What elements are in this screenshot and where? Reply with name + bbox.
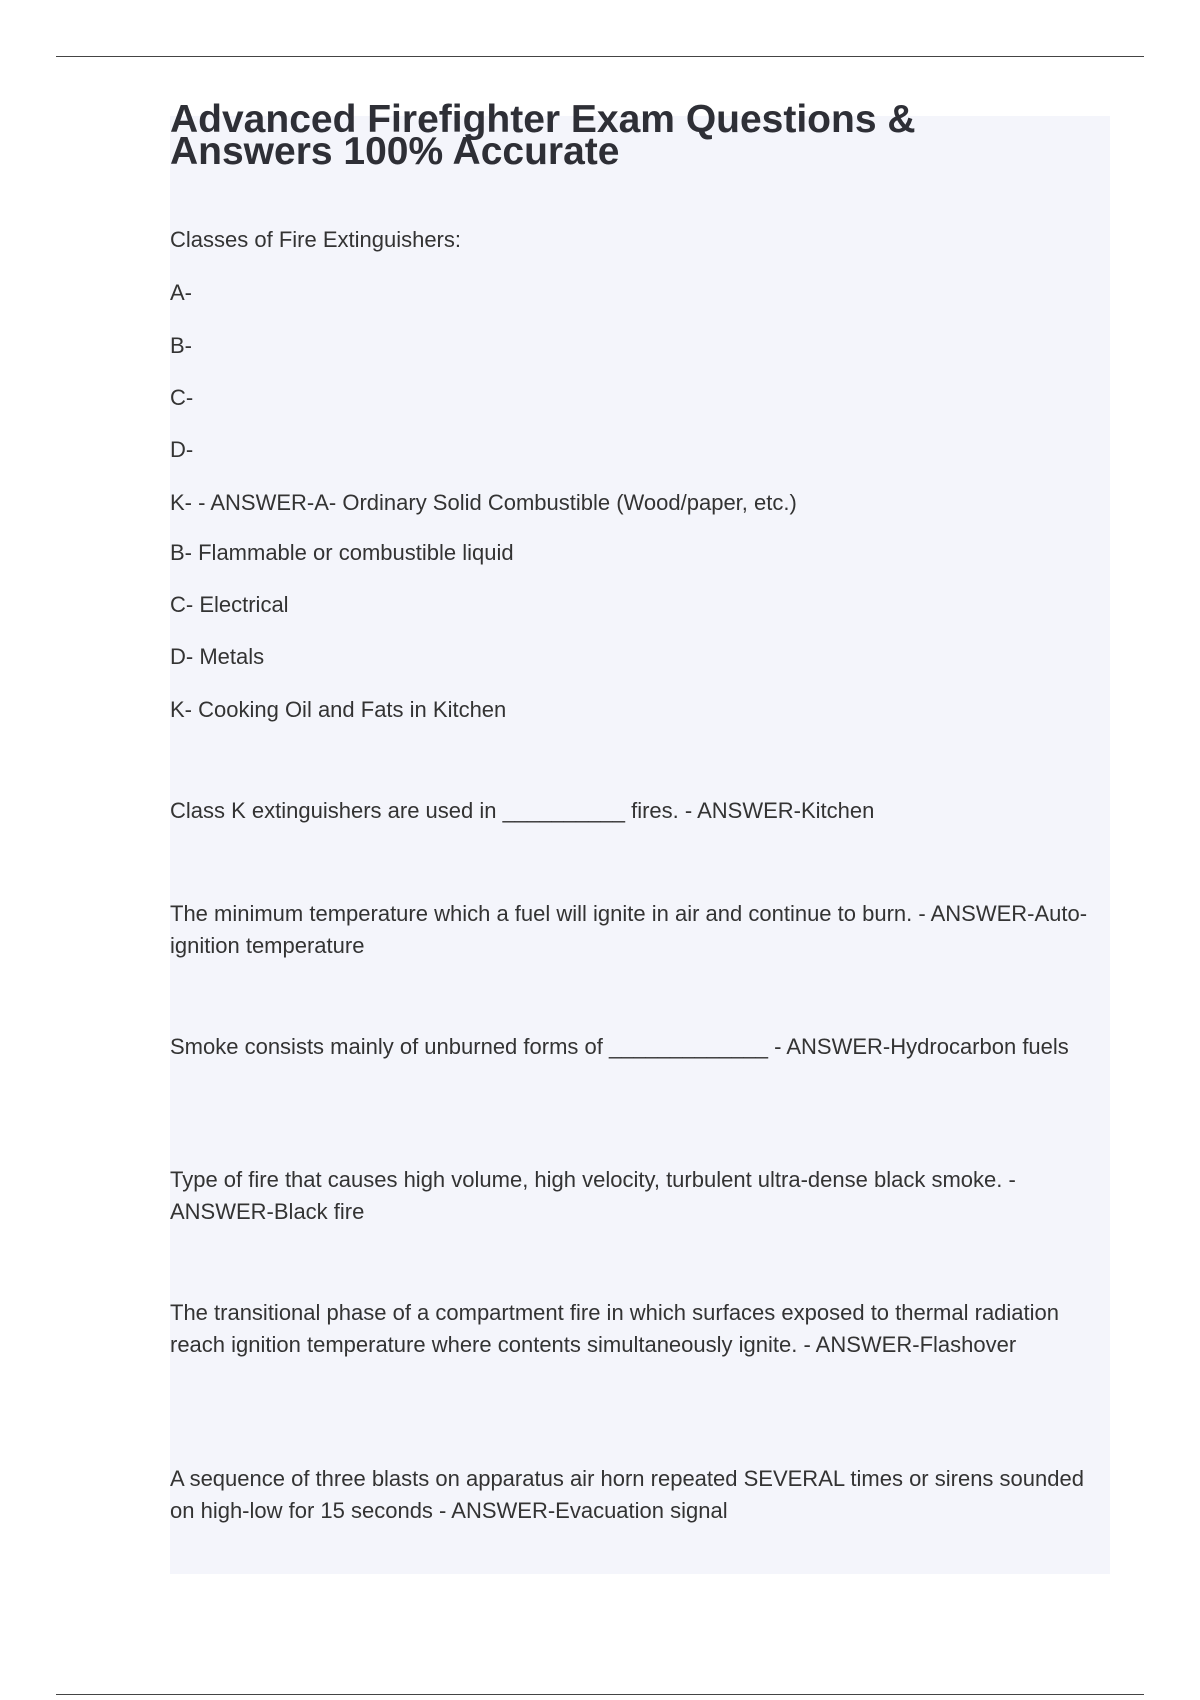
text-line: B-	[170, 333, 192, 358]
text-line: A-	[170, 280, 192, 305]
qa-item: The minimum temperature which a fuel will ignite in air and continue to burn. - ANSWER-Auto-ignition temperature	[170, 901, 1088, 958]
text-line: D- Metals	[170, 644, 265, 669]
text-line: B- Flammable or combustible liquid	[170, 540, 514, 565]
qa-item: A sequence of three blasts on apparatus air horn repeated SEVERAL times or sirens sounded on high-low for 15 seconds - ANSWER-Evacuation signal	[170, 1466, 1084, 1523]
qa-item: Class K extinguishers are used in __________ fires. - ANSWER-Kitchen	[170, 798, 875, 823]
qa-item: Type of fire that causes high volume, high velocity, turbulent ultra-dense black smoke. - ANSWER-Black fire	[170, 1167, 1016, 1224]
qa-item: The transitional phase of a compartment fire in which surfaces exposed to thermal radiation reach ignition temperature where contents simultaneously ignite. - ANSWER-Flashover	[170, 1300, 1060, 1357]
text-line: C- Electrical	[170, 592, 289, 617]
text-line: D-	[170, 437, 194, 462]
text-line: C-	[170, 385, 194, 410]
document-title: Advanced Firefighter Exam Questions & Answers 100% Accurate	[170, 98, 916, 173]
text-line: K- - ANSWER-A- Ordinary Solid Combustible (Wood/paper, etc.)	[170, 490, 797, 515]
text-line: K- Cooking Oil and Fats in Kitchen	[170, 697, 507, 722]
page-bottom-rule	[56, 1694, 1144, 1695]
page-top-rule	[56, 56, 1144, 57]
qa-item: Smoke consists mainly of unburned forms of _____________ - ANSWER-Hydrocarbon fuels	[170, 1034, 1069, 1059]
text-line: Classes of Fire Extinguishers:	[170, 227, 461, 252]
